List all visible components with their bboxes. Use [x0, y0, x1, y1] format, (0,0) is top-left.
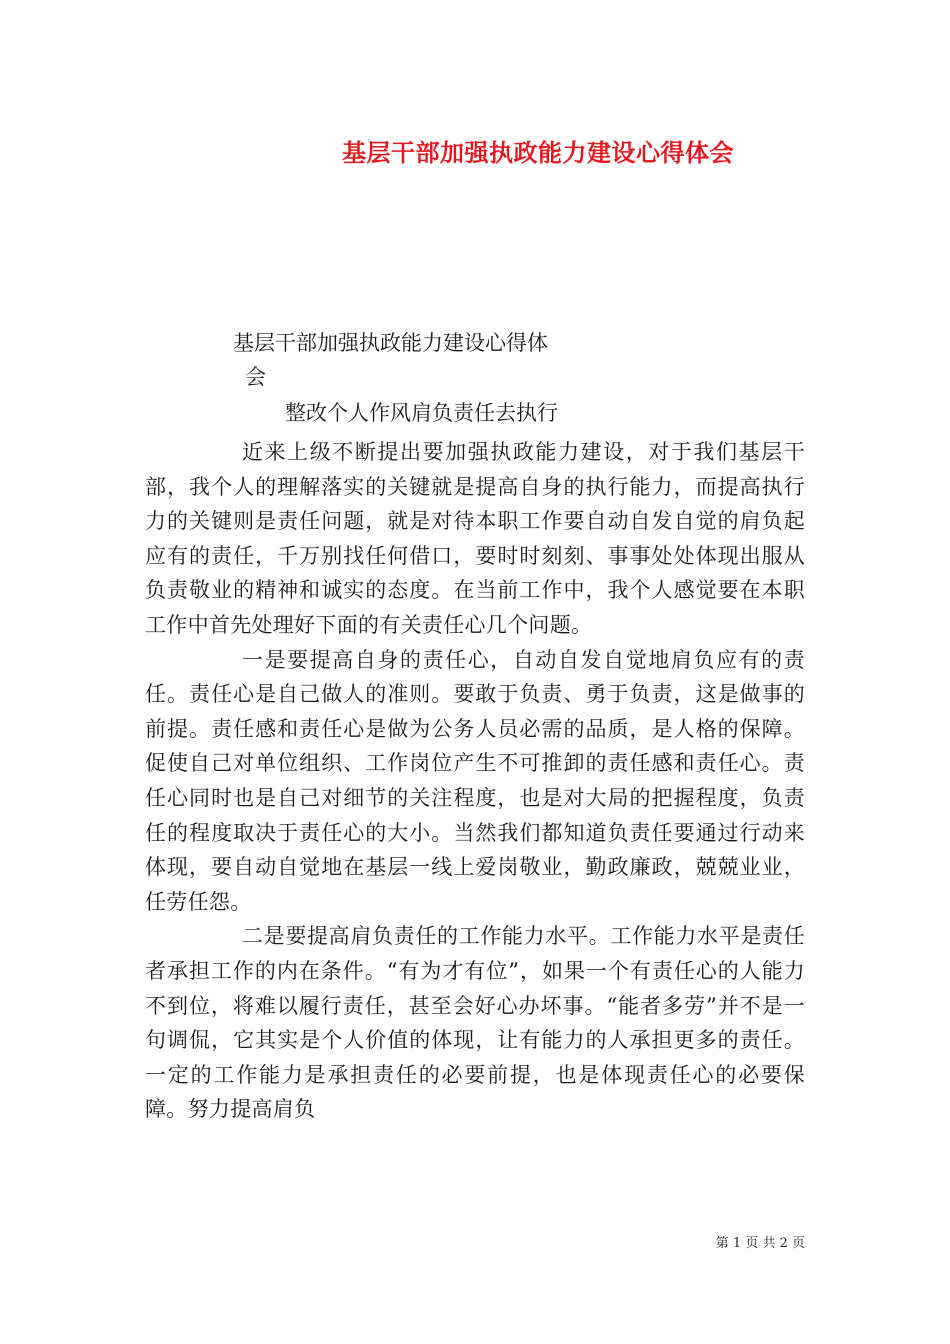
paragraph-intro: 近来上级不断提出要加强执政能力建设，对于我们基层干部，我个人的理解落实的关键就是提高自身的执行能力，而提高执行力的关键则是责任问题，就是对待本职工作要自动自发自觉的肩负起应有的责任，千万别找任何借口，要时时刻刻、事事处处体现出服从负责敬业的精神和诚实的态度。在当前工作中，我个人感觉要在本职工作中首先处理好下面的有关责任心几个问题。	[145, 440, 805, 637]
paragraph-point-two: 二是要提高肩负责任的工作能力水平。工作能力水平是责任者承担工作的内在条件。“有为才有位”，如果一个有责任心的人能力不到位，将难以履行责任，甚至会好心办坏事。“能者多劳”并不是一句调侃，它其实是个人价值的体现，让有能力的人承担更多的责任。一定的工作能力是承担责任的必要前提，也是体现责任心的必要保障。努力提高肩负	[145, 924, 805, 1122]
page-number-footer: 第 1 页 共 2 页	[715, 1236, 805, 1251]
slogan-heading: 整改个人作风肩负责任去执行	[285, 401, 558, 425]
subtitle-line-2: 会	[245, 365, 266, 389]
subtitle-line-1: 基层干部加强执政能力建设心得体	[233, 331, 548, 355]
body-text	[145, 435, 805, 1127]
document-title: 基层干部加强执政能力建设心得体会	[342, 138, 734, 167]
paragraph-point-one: 一是要提高自身的责任心，自动自发自觉地肩负应有的责任。责任心是自己做人的准则。要敢于负责、勇于负责，这是做事的前提。责任感和责任心是做为公务人员必需的品质，是人格的保障。促使自己对单位组织、工作岗位产生不可推卸的责任感和责任心。责任心同时也是自己对细节的关注程度，也是对大局的把握程度，负责任的程度取决于责任心的大小。当然我们都知道负责任要通过行动来体现，要自动自觉地在基层一线上爱岗敬业，勤政廉政，兢兢业业，任劳任怨。	[145, 647, 805, 914]
subtitle	[233, 326, 593, 394]
